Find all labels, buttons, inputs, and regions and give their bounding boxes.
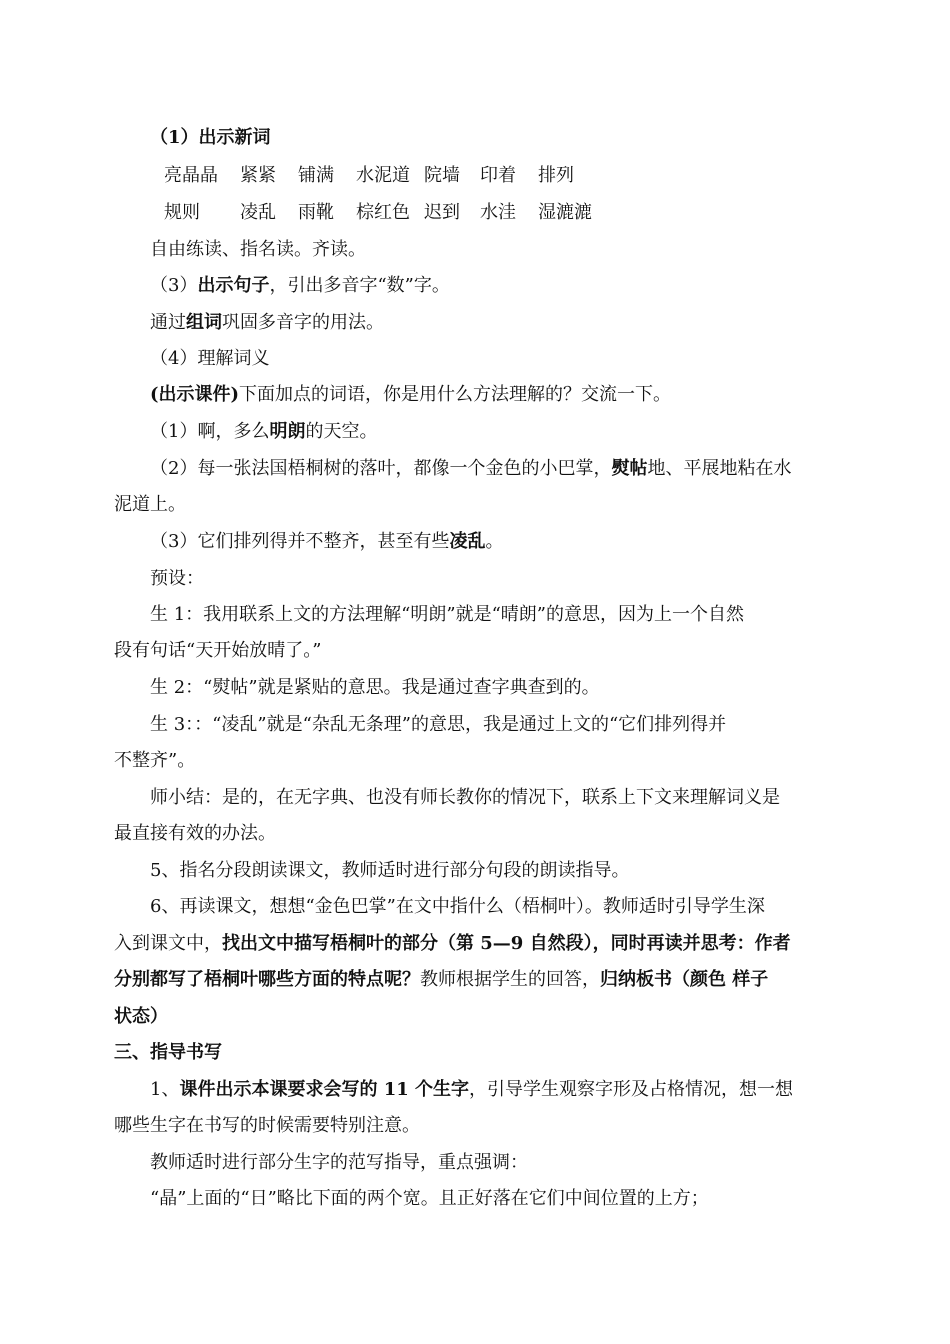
text-run: ，引出多音字“数”字。 (269, 275, 450, 296)
line-preset: 预设： (150, 568, 204, 589)
bold-run: 熨帖 (611, 458, 648, 479)
text-run: 入到课文中， (114, 933, 222, 954)
vocab-word: 水洼 (480, 202, 516, 223)
line-character-note: “晶”上面的“日”略比下面的两个宽。且正好落在它们中间位置的上方； (150, 1188, 709, 1209)
line-student-3-cont: 不整齐”。 (114, 750, 196, 771)
line-student-1-cont: 段有句话“天开始放晴了。” (114, 640, 322, 661)
vocab-word: 水泥道 (356, 165, 410, 186)
vocab-word: 迟到 (424, 202, 460, 223)
vocab-word: 湿漉漉 (538, 202, 592, 223)
line-step-5: 5、指名分段朗读课文，教师适时进行部分句段的朗读指导。 (150, 860, 630, 881)
vocab-word: 凌乱 (240, 202, 276, 223)
line-writing-step-1 (150, 1078, 793, 1102)
line-teacher-demo: 教师适时进行部分生字的范写指导，重点强调： (150, 1152, 528, 1173)
line-teacher-summary-cont: 最直接有效的办法。 (114, 823, 276, 844)
bold-run: 凌乱 (449, 531, 486, 552)
vocab-word: 规则 (164, 202, 200, 223)
vocab-word: 排列 (538, 165, 574, 186)
text-run: 通过 (150, 312, 186, 333)
bold-run: 明朗 (269, 421, 306, 442)
line-step-6-cont-3: 状态） (114, 1006, 168, 1027)
text-run: 。 (485, 531, 504, 552)
line-compound-words (150, 311, 384, 335)
text-run: （3）它们排列得并不整齐，甚至有些 (150, 531, 450, 552)
text-run: （3） (150, 275, 198, 296)
text-run: 1、 (150, 1079, 180, 1100)
line-new-words-heading: （1）出示新词 (150, 127, 271, 148)
line-example-2 (150, 457, 791, 481)
line-show-courseware (150, 383, 671, 407)
vocab-word: 雨靴 (298, 202, 334, 223)
line-understand-words: （4）理解词义 (150, 348, 270, 369)
section-heading-writing: 三、指导书写 (114, 1042, 222, 1063)
line-example-3 (150, 530, 503, 554)
text-run: （2）每一张法国梧桐树的落叶，都像一个金色的小巴掌， (150, 458, 612, 479)
line-teacher-summary: 师小结：是的，在无字典、也没有师长教你的情况下，联系上下文来理解词义是 (150, 787, 780, 808)
line-reading-practice: 自由练读、指名读。齐读。 (150, 239, 366, 260)
text-run: ，引导学生观察字形及占格情况，想一想 (469, 1079, 794, 1100)
line-writing-step-1-cont: 哪些生字在书写的时候需要特别注意。 (114, 1115, 420, 1136)
vocab-word: 铺满 (298, 165, 334, 186)
bold-run: 归纳板书（颜色 样子 (600, 969, 769, 990)
line-student-1: 生 1：我用联系上文的方法理解“明朗”就是“晴朗”的意思，因为上一个自然 (150, 604, 744, 625)
bold-run: 找出文中描写梧桐叶的部分（第 5—9 自然段），同时再读并思考：作者 (222, 933, 791, 954)
text-run: 教师根据学生的回答， (420, 969, 600, 990)
vocab-word: 棕红色 (356, 202, 410, 223)
line-example-1 (150, 420, 377, 444)
bold-run: 出示句子 (197, 275, 270, 296)
line-student-3: 生 3：：“凌乱”就是“杂乱无条理”的意思，我是通过上文的“它们排列得并 (150, 714, 727, 735)
bold-run: 课件出示本课要求会写的 11 个生字 (179, 1079, 470, 1100)
line-step-6: 6、再读课文，想想“金色巴掌”在文中指什么（梧桐叶）。教师适时引导学生深 (150, 896, 765, 917)
line-step-6-cont-1 (114, 932, 791, 956)
line-show-sentence (150, 274, 450, 298)
text-run: 地、平展地粘在水 (647, 458, 792, 479)
vocab-row-2 (164, 201, 592, 225)
vocab-word: 亮晶晶 (164, 165, 218, 186)
text-run: 下面加点的词语，你是用什么方法理解的？交流一下。 (239, 384, 672, 405)
vocab-word: 院墙 (424, 165, 460, 186)
line-student-2: 生 2：“熨帖”就是紧贴的意思。我是通过查字典查到的。 (150, 677, 600, 698)
vocab-row-1 (164, 164, 574, 188)
bold-run: 组词 (186, 312, 222, 333)
text-run: 的天空。 (305, 421, 378, 442)
bold-run: 分别都写了梧桐叶哪些方面的特点呢？ (114, 969, 420, 990)
text-run: 巩固多音字的用法。 (222, 312, 384, 333)
line-step-6-cont-2 (114, 968, 768, 992)
vocab-word: 紧紧 (240, 165, 276, 186)
text-run: （1）啊，多么 (150, 421, 270, 442)
line-example-2-cont: 泥道上。 (114, 494, 186, 515)
vocab-word: 印着 (480, 165, 516, 186)
bold-run: (出示课件) (150, 384, 240, 405)
